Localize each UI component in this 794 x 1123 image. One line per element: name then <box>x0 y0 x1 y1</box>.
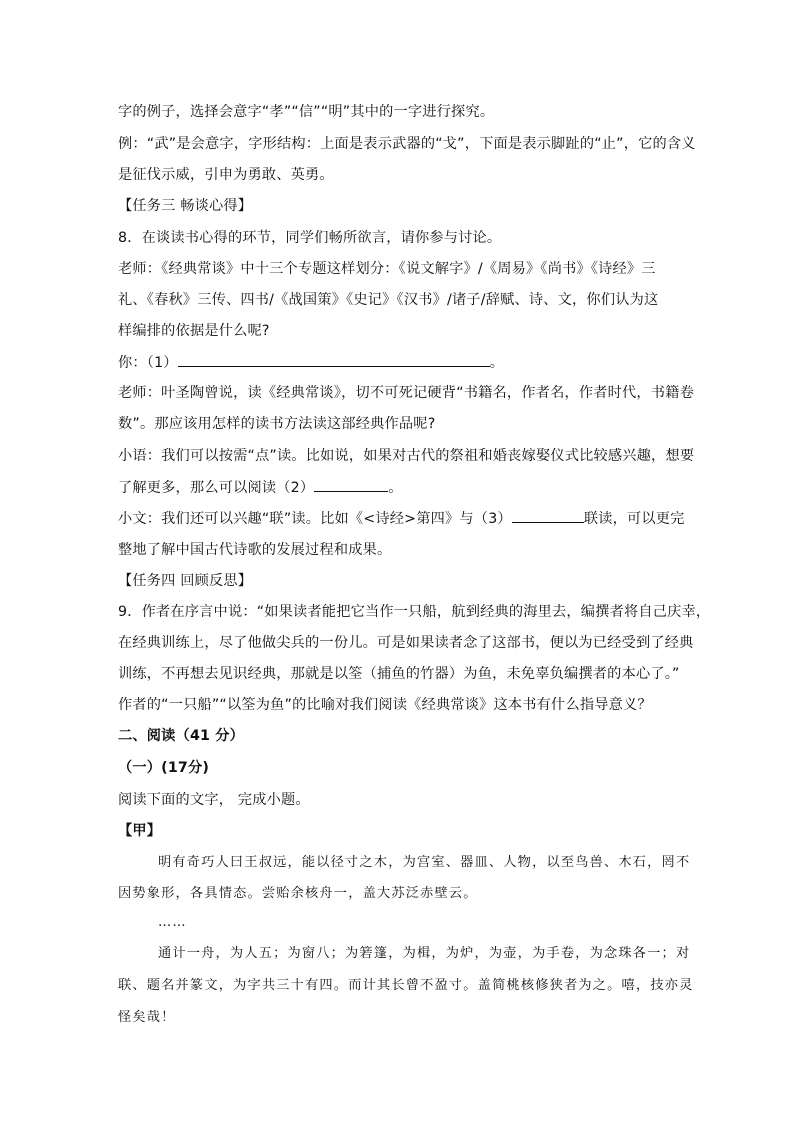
answer-line-3 <box>118 508 685 529</box>
text-line: 礼、《春秋》三传、四书/《战国策》《史记》《汉书》/诸子/辞赋、诗、文，你们认为这 <box>118 292 659 308</box>
text-line: 作者的“一只船”“以筌为鱼”的比喻对我们阅读《经典常谈》这本书有什么指导意义？ <box>118 697 652 713</box>
answer-prefix: 了解更多，那么可以阅读（2） <box>118 480 315 496</box>
passage-label: 【甲】 <box>118 823 162 839</box>
text-line: 整地了解中国古代诗歌的发展过程和成果。 <box>118 542 392 558</box>
text-line: 数”。那应该用怎样的读书方法读这部经典作品呢? <box>118 416 436 432</box>
passage-line: 因势象形，各具情态。尝贻余核舟一，盖大苏泛赤壁云。 <box>118 886 478 901</box>
subsection-heading: （一）(17分) <box>118 760 210 776</box>
question-8: 8．在谈读书心得的环节，同学们畅所欲言，请你参与讨论。 <box>118 230 502 246</box>
passage-line: 明有奇巧人曰王叔远，能以径寸之木，为宫室、器皿、人物，以至鸟兽、木石，罔不 <box>158 855 691 870</box>
text-line: 在经典训练上，尽了他做尖兵的一份儿。可是如果读者念了这部书，便以为已经受到了经典 <box>118 635 694 651</box>
text-line: 训练，不再想去见识经典，那就是以筌（捕鱼的竹器）为鱼，未免辜负编撰者的本心了。” <box>118 666 680 682</box>
answer-line-2 <box>118 477 403 498</box>
answer-blank-2[interactable] <box>314 477 388 492</box>
section-heading-task3: 【任务三 畅谈心得】 <box>118 198 253 214</box>
instruction-text: 阅读下面的文字， 完成小题。 <box>118 792 310 808</box>
text-line: 老师：叶圣陶曾说，读《经典常谈》，切不可死记硬背“书籍名，作者名，作者时代，书籍卷 <box>118 385 694 401</box>
answer-prefix: 小文：我们还可以兴趣“联”读。比如《<诗经>第四》与（3） <box>118 511 512 527</box>
passage-line: 联、题名并篆文，为字共三十有四。而计其长曾不盈寸。盖简桃核修狭者为之。嘻，技亦灵 <box>118 978 694 993</box>
question-9: 9．作者在序言中说：“如果读者能把它当作一只船，航到经典的海里去，编撰者将自己庆幸， <box>118 604 711 620</box>
answer-blank-3[interactable] <box>512 508 584 523</box>
text-line: 例：“武”是会意字，字形结构：上面是表示武器的“戈”，下面是表示脚趾的“止”，它的含义 <box>118 136 696 152</box>
text-line: 是征伐示威，引申为勇敢、英勇。 <box>118 167 334 183</box>
passage-ellipsis: …… <box>158 915 187 930</box>
answer-prefix: 你：（1） <box>118 355 178 371</box>
answer-suffix: 。 <box>489 355 505 371</box>
answer-blank-1[interactable] <box>178 352 490 367</box>
section-heading-task4: 【任务四 回顾反思】 <box>118 573 253 589</box>
passage-line: 通计一舟，为人五；为窗八；为箬篷，为楫，为炉，为壶，为手卷，为念珠各一；对 <box>158 946 691 961</box>
text-line: 样编排的依据是什么呢? <box>118 323 270 339</box>
text-line: 字的例子，选择会意字“孝”“信”“明”其中的一字进行探究。 <box>118 104 495 120</box>
answer-suffix: 联读，可以更完 <box>583 511 685 527</box>
part-heading: 二、阅读（41 分） <box>118 728 244 744</box>
answer-line-1 <box>118 352 504 373</box>
text-line: 小语：我们可以按需“点”读。比如说，如果对古代的祭祖和婚丧嫁娶仪式比较感兴趣，想要 <box>118 448 695 464</box>
text-line: 老师：《经典常谈》中十三个专题这样划分：《说文解字》/《周易》《尚书》《诗经》三 <box>118 261 656 277</box>
passage-line: 怪矣哉！ <box>118 1010 176 1025</box>
answer-suffix: 。 <box>388 480 403 496</box>
